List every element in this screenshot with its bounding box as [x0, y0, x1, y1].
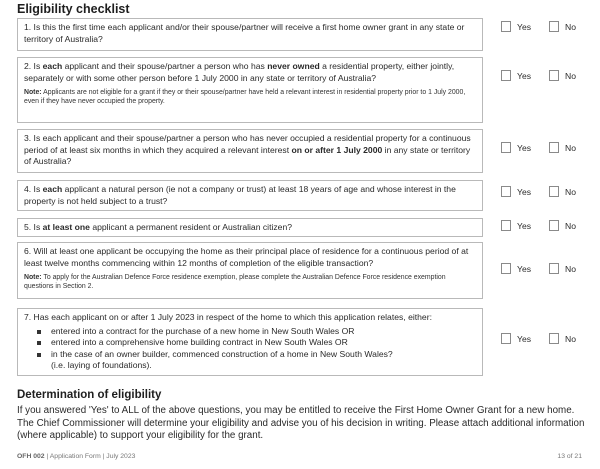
question-2 [17, 57, 483, 123]
question-6-note: Note: To apply for the Australian Defence Force residence exemption, please complete the Australian Defence Force residence exemption questions in Section 2. [24, 274, 446, 290]
list-item: entered into a comprehensive home building contract in New South Wales OR [24, 337, 475, 349]
question-7 [17, 308, 483, 376]
no-label: No [565, 264, 576, 274]
yes-label: Yes [517, 143, 532, 153]
question-4-yes-checkbox[interactable] [501, 186, 511, 197]
question-4-text: 4. Is each applicant a natural person (ie not a company or trust) at least 18 years of age and whose interest in the property is not held subject to a trust? [24, 184, 456, 206]
question-5-no-checkbox[interactable] [549, 220, 559, 231]
question-5 [17, 218, 483, 237]
question-6 [17, 242, 483, 299]
yes-label: Yes [517, 334, 532, 344]
question-2-note: Note: Applicants are not eligible for a grant if they or their spouse/partner have held a relevant interest in residential property prior to 1 July 2000, even if they have never occupied the property. [24, 89, 466, 105]
yes-label: Yes [517, 187, 532, 197]
question-7-text: 7. Has each applicant on or after 1 July 2023 in respect of the home to which this application relates, either: [24, 312, 432, 322]
question-3-yes-checkbox[interactable] [501, 142, 511, 153]
yes-label: Yes [517, 264, 532, 274]
no-label: No [565, 187, 576, 197]
determination-title: Determination of eligibility [17, 389, 162, 401]
yes-label: Yes [517, 221, 532, 231]
question-6-yes-checkbox[interactable] [501, 263, 511, 274]
yes-label: Yes [517, 71, 532, 81]
form-name: Application Form [49, 453, 101, 460]
question-4 [17, 180, 483, 211]
question-1 [17, 18, 483, 51]
list-item: entered into a contract for the purchase of a new home in New South Wales OR [24, 326, 475, 338]
question-5-yes-checkbox[interactable] [501, 220, 511, 231]
footer-separator: | [102, 453, 105, 460]
question-2-text: 2. Is each applicant and their spouse/partner a person who has never owned a residential property, either jointly, separately or with some other person before 1 July 2000 in any state or territory of Australia? [24, 61, 455, 83]
question-2-no-checkbox[interactable] [549, 70, 559, 81]
question-7-bullet-list [24, 326, 475, 372]
question-3-text: 3. Is each applicant and their spouse/partner a person who has never occupied a residential property for a continuous period of at least six months in which they acquired a relevant interest on or after 1 July 2000 in any state or territory of Australia? [24, 133, 471, 166]
question-6-text: 6. Will at least one applicant be occupying the home as their principal place of residence for a continuous period of at least twelve months commencing within 12 months of completion of the eligible transaction? [24, 246, 469, 268]
no-label: No [565, 334, 576, 344]
list-item: in the case of an owner builder, commenced construction of a home in New South Wales? (i.e. laying of foundations). [24, 349, 475, 372]
form-date: July 2023 [106, 453, 136, 460]
question-7-yes-checkbox[interactable] [501, 333, 511, 344]
footer-separator: | [46, 453, 49, 460]
question-5-text: 5. Is at least one applicant a permanent resident or Australian citizen? [24, 222, 293, 232]
question-1-yes-checkbox[interactable] [501, 21, 511, 32]
page-title: Eligibility checklist [17, 2, 130, 16]
no-label: No [565, 221, 576, 231]
question-3-no-checkbox[interactable] [549, 142, 559, 153]
question-2-yes-checkbox[interactable] [501, 70, 511, 81]
question-6-no-checkbox[interactable] [549, 263, 559, 274]
no-label: No [565, 71, 576, 81]
form-code: OFH 002 [17, 453, 45, 460]
question-7-no-checkbox[interactable] [549, 333, 559, 344]
no-label: No [565, 22, 576, 32]
yes-label: Yes [517, 22, 532, 32]
page-number: 13 of 21 [557, 453, 582, 460]
no-label: No [565, 143, 576, 153]
determination-paragraph: If you answered 'Yes' to ALL of the above questions, you may be entitled to receive the First Home Owner Grant for a new home. The Chief Commissioner will determine your eligibility and advise you of his decision in writing. Please attach additional information (where applicable) to support your eligibility for the grant. [17, 405, 585, 442]
question-1-no-checkbox[interactable] [549, 21, 559, 32]
question-1-text: 1. Is this the first time each applicant and/or their spouse/partner will receive a first home owner grant in any state or territory of Australia? [24, 22, 465, 44]
question-4-no-checkbox[interactable] [549, 186, 559, 197]
footer-info [17, 453, 135, 460]
question-3 [17, 129, 483, 173]
